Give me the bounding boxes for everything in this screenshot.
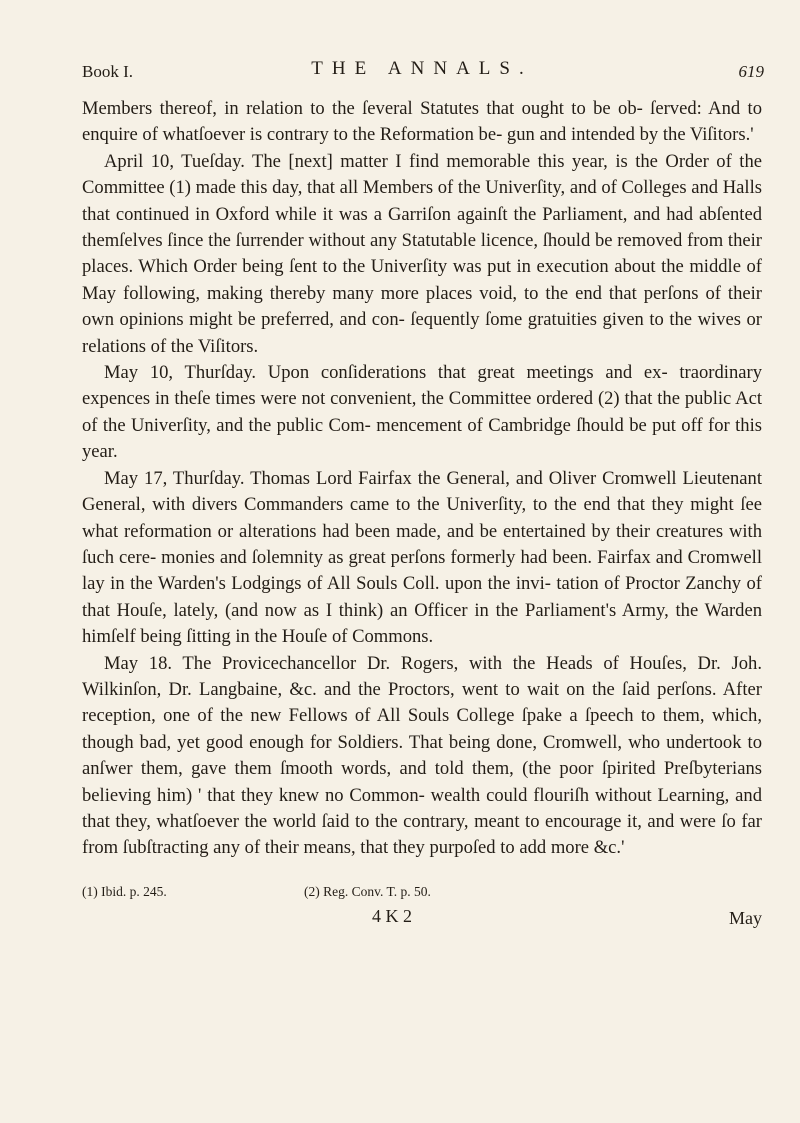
paragraph: May 17, Thurſday. Thomas Lord Fairfax the General, and Oliver Cromwell Lieutenant General, with divers Commanders came to the Univerſity, to the end that they might ſee what reformation or alterations had been made, and be entertained by their creatures with ſuch cere- monies and ſolemnity as great perſons formerly had been. Fairfax and Cromwell lay in the Warden's Lodgings of All Souls Coll. upon the invi- tation of Proctor Zanchy of that Houſe, lately, (and now as I think) an Officer in the Parliament's Army, the Warden himſelf being ſitting in the Houſe of Commons. bbox=[82, 467, 762, 648]
footnotes bbox=[82, 884, 762, 904]
page-footer bbox=[82, 906, 762, 936]
paragraph: April 10, Tueſday. The [next] matter I find memorable this year, is the Order of the Committee (1) made this day, that all Members of the Univerſity, and of Colleges and Halls that continued in Oxford while it was a Garriſon againſt the Parliament, and had abſented themſelves ſince the ſurrender without any Statutable licence, ſhould be removed from their places. Which Order being ſent to the Univerſity was put in execution about the middle of May following, making thereby many more places void, to the end that perſons of their own opinions might be preferred, and con- ſequently ſome gratuities given to the wives or relations of the Viſitors. bbox=[82, 150, 762, 357]
page-number: 619 bbox=[738, 62, 764, 81]
paragraph: May 18. The Provicechancellor Dr. Rogers, with the Heads of Houſes, Dr. Joh. Wilkinſon, Dr. Langbaine, &c. and the Proctors, went to wait on the ſaid perſons. After reception, one of the new Fellows of All Souls College ſpake a ſpeech to them, which, though bad, yet good enough for Soldiers. That being done, Cromwell, who undertook to anſwer them, gave them ſmooth words, and told them, (the poor ſpirited Preſbyterians believing him) ' that they knew no Common- wealth could flouriſh without Learning, and that they, whatſoever the world ſaid to the contrary, meant to encourage it, and were ſo far from ſubſtracting any of their means, that they purpoſed to add more &c.' bbox=[82, 652, 762, 859]
catchword: May bbox=[729, 907, 762, 928]
page bbox=[82, 44, 762, 936]
book-label: Book I. bbox=[82, 62, 133, 81]
running-title: THE ANNALS. bbox=[311, 58, 533, 79]
paragraph: May 10, Thurſday. Upon conſiderations that great meetings and ex- traordinary expences in theſe times were not convenient, the Committee ordered (2) that the public Act of the Univerſity, and the public Com- mencement of Cambridge ſhould be put off for this year. bbox=[82, 362, 762, 463]
signature-mark: 4 K 2 bbox=[372, 905, 412, 926]
body-text bbox=[82, 96, 762, 862]
running-header bbox=[82, 44, 764, 81]
paragraph: Members thereof, in relation to the ſeveral Statutes that ought to be ob- ſerved: And to enquire of whatſoever is contrary to the Reformation be- gun and intended by the Viſitors.' bbox=[82, 98, 762, 146]
footnote-2: (2) Reg. Conv. T. p. 50. bbox=[304, 883, 431, 899]
footnote-1: (1) Ibid. p. 245. bbox=[82, 883, 167, 899]
